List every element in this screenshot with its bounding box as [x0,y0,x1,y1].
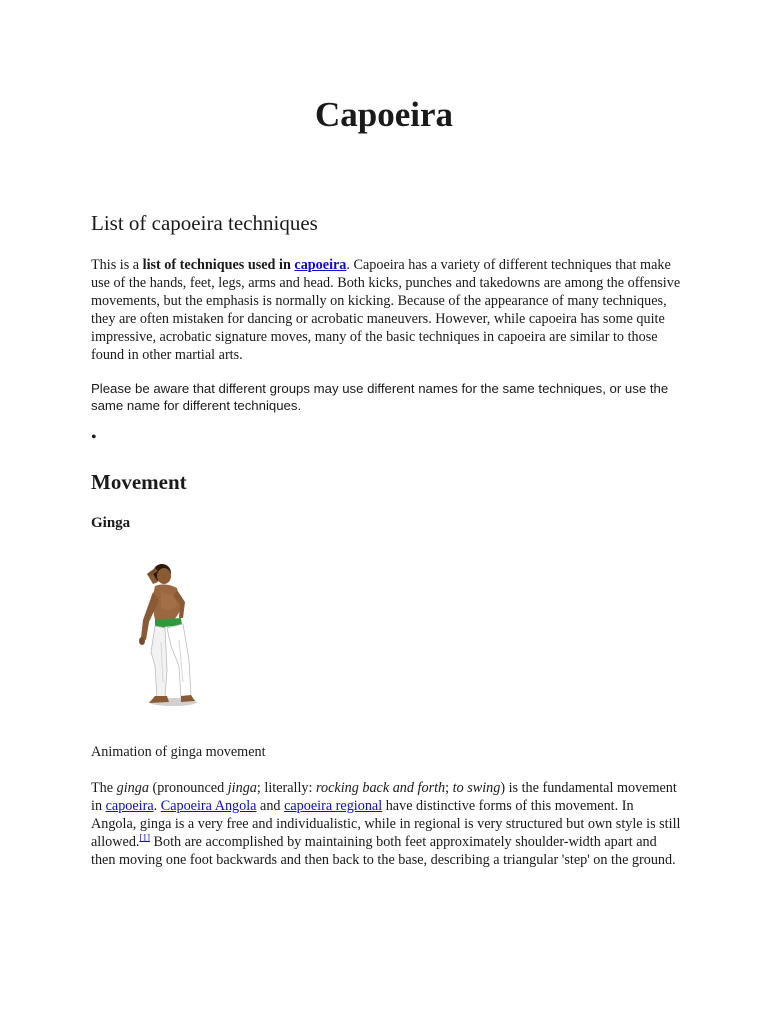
capoeira-regional-link[interactable]: capoeira regional [284,798,383,814]
intro-paragraph [91,256,681,364]
ginga-paragraph [91,779,681,869]
notice-paragraph: Please be aware that different groups may use different names for the same techniques, or use the same name for different techniques. [91,381,669,413]
techniques-heading: List of capoeira techniques [91,211,318,235]
ginga-text-9: Both are accomplished by maintaining both feet approximately shoulder-width apart and then moving one foot backwards and then back to the base, describing a triangular 'step' on the ground. [91,834,676,868]
bullet-point: • [91,429,97,446]
ginga-term: ginga [116,780,149,796]
ginga-text-5: ) is the fundamental movement in [91,780,677,814]
capoeira-link[interactable]: capoeira [294,257,347,273]
ginga-text-4: ; [445,780,453,796]
intro-text-1: This is a [91,257,143,273]
capoeira-link-2[interactable]: capoeira [105,798,154,814]
rocking-term: rocking back and forth [316,780,446,796]
ginga-text-7: and [256,798,285,814]
figure-caption: Animation of ginga movement [91,744,266,760]
ginga-figure-image [131,562,211,712]
reference-link[interactable]: [1] [139,832,150,843]
ginga-text-2: (pronounced [148,780,228,796]
capoeira-angola-link[interactable]: Capoeira Angola [160,798,257,814]
swing-term: to swing [452,780,501,796]
intro-bold-text: list of techniques used in [142,257,295,273]
ginga-text-8: have distinctive forms of this movement. In Angola, ginga is a very free and individualistic, while in regional is very structured but own style is still allowed. [91,798,681,850]
ginga-text-1: The [91,780,117,796]
ginga-subheading: Ginga [91,515,131,531]
jinga-term: jinga [227,780,257,796]
ginga-text-3: ; literally: [256,780,317,796]
page-title: Capoeira [314,95,454,134]
ginga-text-6: . [153,798,161,814]
intro-text-2: . Capoeira has a variety of different techniques that make use of the hands, feet, legs, arms and head. Both kicks, punches and takedowns are among the offensive movements, but the emphasis is normally on kicking. Because of the appearance of many techniques, they are often mistaken for dancing or acrobatic maneuvers. However, while capoeira has some quite impressive, acrobatic signature moves, many of the basic techniques in capoeira are similar to those found in other martial arts. [91,257,681,363]
movement-heading: Movement [91,470,187,494]
